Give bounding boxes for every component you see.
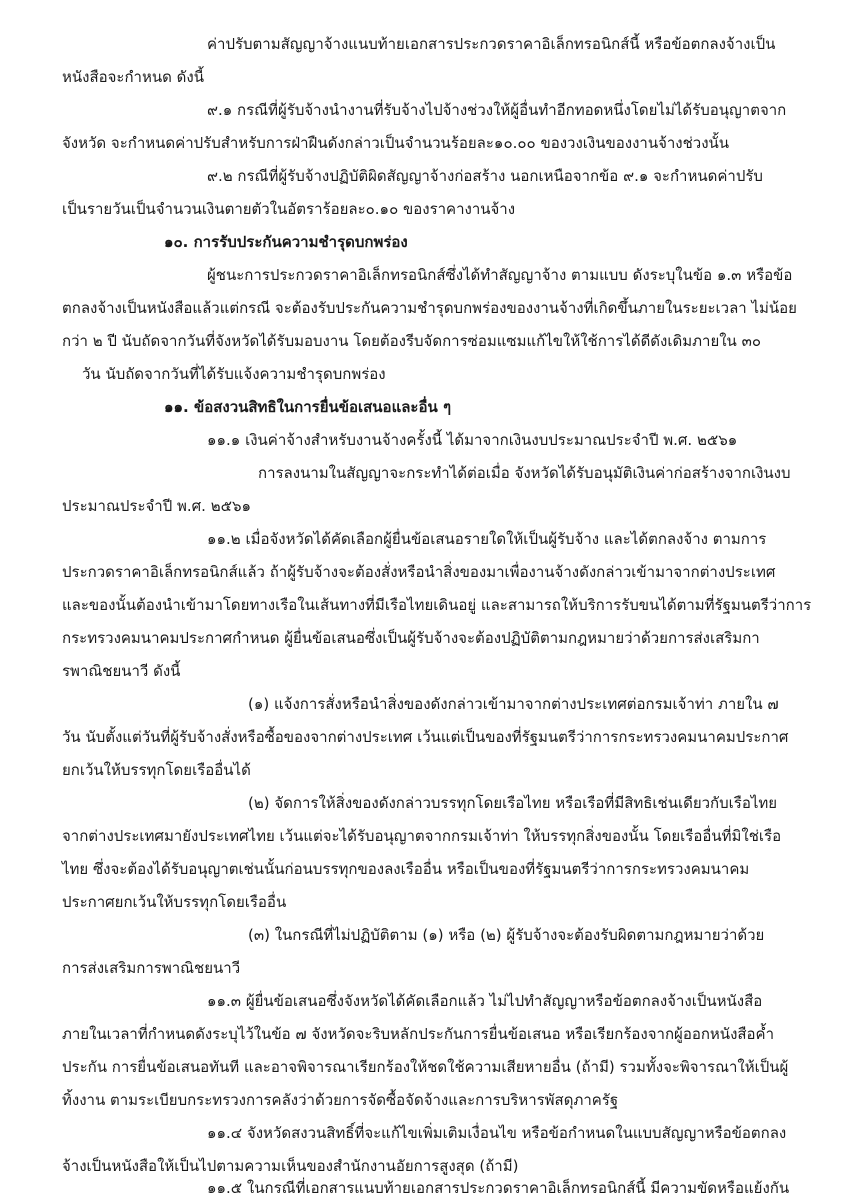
sub-1-line-2: วัน นับตั้งแต่วันที่ผู้รับจ้างสั่งหรือซื้อของจากต่างประเทศ เว้นแต่เป็นของที่รัฐมนตรีว่าการกระทรวงคมนาคมประกาศ [62, 728, 789, 746]
clause-11-2-line-3: และของนั้นต้องนำเข้ามาโดยทางเรือในเส้นทางที่มีเรือไทยเดินอยู่ และสามารถให้บริการรับขนได้ตามที่รัฐมนตรีว่าการ [62, 596, 812, 614]
clause-11-2-line-4: กระทรวงคมนาคมประกาศกำหนด ผู้ยื่นข้อเสนอซึ่งเป็นผู้รับจ้างจะต้องปฏิบัติตามกฎหมายว่าด้วยการส่งเสริมกา [62, 629, 760, 647]
section-10-line-2: ตกลงจ้างเป็นหนังสือแล้วแต่กรณี จะต้องรับประกันความชำรุดบกพร่องของงานจ้างที่เกิดขึ้นภายในระยะเวลา ไม่น้อย [62, 299, 797, 317]
section-10-line-3: กว่า ๒ ปี นับถัดจากวันที่จังหวัดได้รับมอบงาน โดยต้องรีบจัดการซ่อมแซมแก้ไขให้ใช้การได้ดีดังเดิมภายใน ๓๐ [62, 332, 761, 350]
clause-9-2-line-2: เป็นรายวันเป็นจำนวนเงินตายตัวในอัตราร้อยละ๐.๑๐ ของราคางานจ้าง [62, 200, 516, 218]
clause-9-2-line-1: ๙.๒ กรณีที่ผู้รับจ้างปฏิบัติผิดสัญญาจ้างก่อสร้าง นอกเหนือจากข้อ ๙.๑ จะกำหนดค่าปรับ [207, 167, 763, 185]
section-11-heading: ๑๑. ข้อสงวนสิทธิในการยื่นข้อเสนอและอื่น ๆ [164, 398, 452, 416]
sub-1-line-3: ยกเว้นให้บรรทุกโดยเรืออื่นได้ [62, 761, 251, 779]
clause-9-1-line-2: จังหวัด จะกำหนดค่าปรับสำหรับการฝ่าฝืนดังกล่าวเป็นจำนวนร้อยละ๑๐.๐๐ ของวงเงินของงานจ้างช่วงนั้น [62, 134, 730, 152]
clause-11-4-line-2: จ้างเป็นหนังสือให้เป็นไปตามความเห็นของสำนักงานอัยการสูงสุด (ถ้ามี) [62, 1157, 519, 1175]
intro-line-2: หนังสือจะกำหนด ดังนี้ [62, 68, 204, 86]
section-10-line-1: ผู้ชนะการประกวดราคาอิเล็กทรอนิกส์ซึ่งได้ทำสัญญาจ้าง ตามแบบ ดังระบุในข้อ ๑.๓ หรือข้อ [207, 266, 793, 284]
sub-2-line-2: จากต่างประเทศมายังประเทศไทย เว้นแต่จะได้รับอนุญาตจากกรมเจ้าท่า ให้บรรทุกสิ่งของนั้น โดยเรืออื่นที่มิใช่เรือ [62, 827, 782, 845]
clause-9-1-line-1: ๙.๑ กรณีที่ผู้รับจ้างนำงานที่รับจ้างไปจ้างช่วงให้ผู้อื่นทำอีกทอดหนึ่งโดยไม่ได้รับอนุญาตจาก [207, 101, 787, 119]
sub-2-line-1: (๒) จัดการให้สิ่งของดังกล่าวบรรทุกโดยเรือไทย หรือเรือที่มีสิทธิเช่นเดียวกับเรือไทย [248, 794, 778, 812]
sub-1-line-1: (๑) แจ้งการสั่งหรือนำสิ่งของดังกล่าวเข้ามาจากต่างประเทศต่อกรมเจ้าท่า ภายใน ๗ [248, 695, 779, 713]
sub-3-line-2: การส่งเสริมการพาณิชยนาวี [62, 959, 241, 977]
clause-11-5-line-1: ๑๑.๕ ในกรณีที่เอกสารแนบท้ายเอกสารประกวดราคาอิเล็กทรอนิกส์นี้ มีความขัดหรือแย้งกัน [207, 1179, 790, 1197]
sub-2-line-3: ไทย ซึ่งจะต้องได้รับอนุญาตเช่นนั้นก่อนบรรทุกของลงเรืออื่น หรือเป็นของที่รัฐมนตรีว่าการกระทรวงคมนาคม [62, 860, 750, 878]
clause-11-4-line-1: ๑๑.๔ จังหวัดสงวนสิทธิ์ที่จะแก้ไขเพิ่มเติมเงื่อนไข หรือข้อกำหนดในแบบสัญญาหรือข้อตกลง [207, 1124, 787, 1142]
clause-11-1-line-3: ประมาณประจำปี พ.ศ. ๒๕๖๑ [62, 497, 251, 515]
section-10-line-4: วัน นับถัดจากวันที่ได้รับแจ้งความชำรุดบกพร่อง [82, 365, 386, 383]
clause-11-1-line-2: การลงนามในสัญญาจะกระทำได้ต่อเมื่อ จังหวัดได้รับอนุมัติเงินค่าก่อสร้างจากเงินงบ [258, 464, 791, 482]
clause-11-3-line-2: ภายในเวลาที่กำหนดดังระบุไว้ในข้อ ๗ จังหวัดจะริบหลักประกันการยื่นข้อเสนอ หรือเรียกร้องจากผู้ออกหนังสือค้ำ [62, 1025, 775, 1043]
clause-11-1-line-1: ๑๑.๑ เงินค่าจ้างสำหรับงานจ้างครั้งนี้ ได้มาจากเงินงบประมาณประจำปี พ.ศ. ๒๕๖๑ [207, 431, 738, 449]
clause-11-2-line-5: รพาณิชยนาวี ดังนี้ [62, 662, 181, 680]
sub-2-line-4: ประกาศยกเว้นให้บรรทุกโดยเรืออื่น [62, 893, 287, 911]
clause-11-2-line-1: ๑๑.๒ เมื่อจังหวัดได้คัดเลือกผู้ยื่นข้อเสนอรายใดให้เป็นผู้รับจ้าง และได้ตกลงจ้าง ตามการ [207, 530, 767, 548]
intro-line-1: ค่าปรับตามสัญญาจ้างแนบท้ายเอกสารประกวดราคาอิเล็กทรอนิกส์นี้ หรือข้อตกลงจ้างเป็น [207, 35, 776, 53]
clause-11-3-line-3: ประกัน การยื่นข้อเสนอทันที และอาจพิจารณาเรียกร้องให้ชดใช้ความเสียหายอื่น (ถ้ามี) รวมทั้งจะพิจารณาให้เป็นผู้ [62, 1058, 789, 1076]
section-10-heading: ๑๐. การรับประกันความชำรุดบกพร่อง [164, 233, 408, 251]
clause-11-2-line-2: ประกวดราคาอิเล็กทรอนิกส์แล้ว ถ้าผู้รับจ้างจะต้องสั่งหรือนำสิ่งของมาเพื่องานจ้างดังกล่าวเข้ามาจากต่างประเทศ [62, 563, 776, 581]
sub-3-line-1: (๓) ในกรณีที่ไม่ปฏิบัติตาม (๑) หรือ (๒) ผู้รับจ้างจะต้องรับผิดตามกฎหมายว่าด้วย [248, 926, 765, 944]
clause-11-3-line-1: ๑๑.๓ ผู้ยื่นข้อเสนอซึ่งจังหวัดได้คัดเลือกแล้ว ไม่ไปทำสัญญาหรือข้อตกลงจ้างเป็นหนังสือ [207, 992, 763, 1010]
clause-11-3-line-4: ทิ้งงาน ตามระเบียบกระทรวงการคลังว่าด้วยการจัดซื้อจัดจ้างและการบริหารพัสดุภาครัฐ [62, 1091, 619, 1109]
